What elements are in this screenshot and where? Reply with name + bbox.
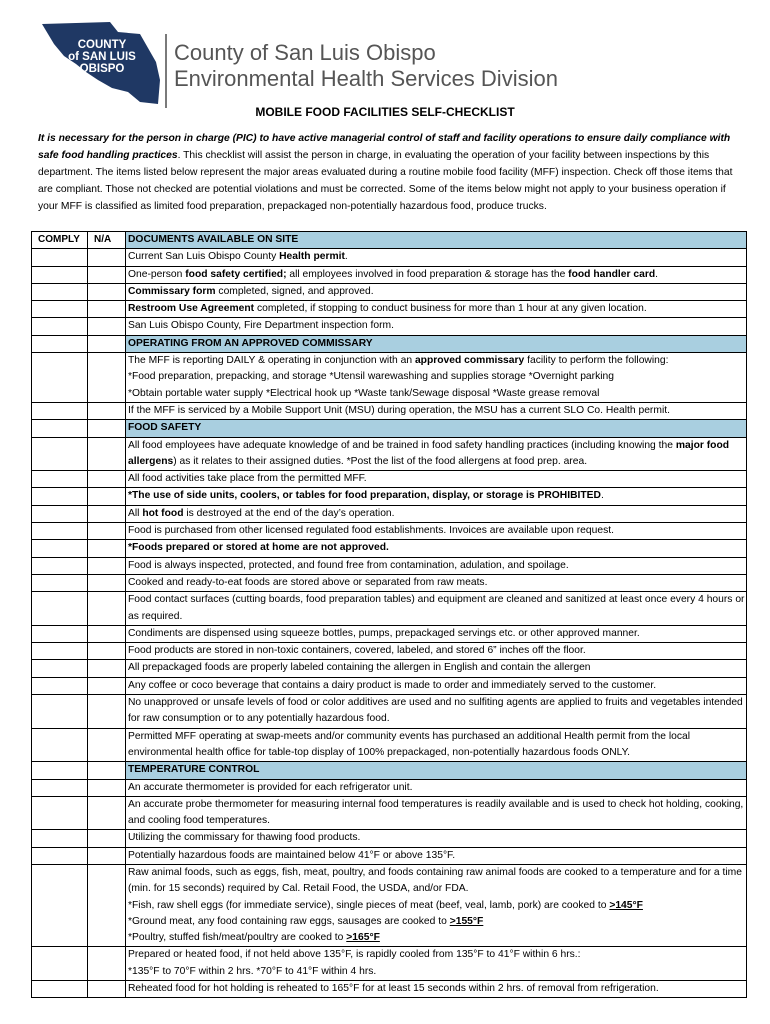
comply-checkbox-cell[interactable] bbox=[32, 625, 88, 642]
checklist-row bbox=[32, 695, 747, 729]
checklist-item-text bbox=[126, 677, 747, 694]
item-text-run: Health permit bbox=[279, 251, 345, 263]
checklist-row bbox=[32, 402, 747, 419]
na-checkbox-cell[interactable] bbox=[88, 437, 126, 471]
na-checkbox-cell[interactable] bbox=[88, 402, 126, 419]
comply-checkbox-cell[interactable] bbox=[32, 488, 88, 505]
comply-checkbox-cell[interactable] bbox=[32, 266, 88, 283]
checklist-item-text bbox=[126, 557, 747, 574]
checklist-item-text bbox=[126, 353, 747, 403]
item-text-run: One-person bbox=[128, 268, 186, 280]
comply-checkbox-cell[interactable] bbox=[32, 318, 88, 335]
checklist-row bbox=[32, 249, 747, 266]
checklist-item-text bbox=[126, 947, 747, 981]
checklist-item-text bbox=[126, 249, 747, 266]
comply-column-header: COMPLY bbox=[32, 232, 88, 249]
item-text-run: All prepackaged foods are properly labeled containing the allergen in English and contain the allergen bbox=[128, 662, 591, 674]
checklist-row bbox=[32, 540, 747, 557]
checklist-row bbox=[32, 301, 747, 318]
checklist-row bbox=[32, 523, 747, 540]
na-column-header: N/A bbox=[88, 232, 126, 249]
intro-body: . This checklist will assist the person in charge, in evaluating the operation of your facility between inspections by this department. The items listed below represent the major areas evaluated during a routine mobile food facility (MFF) inspection. Check off those items that are compliant. Those not checked are potential violations and must be corrected. Some of the items below might not apply to your business operation if your MFF is classified as limited food preparation, prepackaged non-potentially hazardous food, produce trucks. bbox=[38, 150, 733, 212]
item-text-run: OPERATING FROM AN APPROVED COMMISSARY bbox=[128, 337, 373, 349]
logo-line: COUNTY bbox=[77, 39, 127, 51]
section-row bbox=[32, 232, 747, 249]
na-checkbox-cell[interactable] bbox=[88, 335, 126, 352]
item-text-run: hot food bbox=[142, 507, 184, 519]
checklist-item-text bbox=[126, 301, 747, 318]
comply-checkbox-cell[interactable] bbox=[32, 335, 88, 352]
document-title: MOBILE FOOD FACILITIES SELF-CHECKLIST bbox=[255, 105, 515, 119]
item-text-run: food handler card bbox=[568, 268, 656, 280]
section-heading bbox=[126, 420, 747, 437]
checklist-item-text bbox=[126, 471, 747, 488]
checklist-row bbox=[32, 830, 747, 847]
checklist-row bbox=[32, 864, 747, 946]
item-text-run: . bbox=[344, 251, 348, 263]
checklist-row bbox=[32, 283, 747, 300]
item-text-run: Condiments are dispensed using squeeze bottles, pumps, prepackaged servings etc. or other approved manner. bbox=[128, 627, 640, 639]
item-text-run: Restroom Use Agreement bbox=[128, 303, 255, 315]
item-text-run: TEMPERATURE CONTROL bbox=[128, 764, 260, 776]
checklist-row bbox=[32, 318, 747, 335]
section-row bbox=[32, 335, 747, 352]
item-text-run: *Foods prepared or stored at home are not approved. bbox=[128, 542, 389, 554]
checklist-row bbox=[32, 660, 747, 677]
comply-checkbox-cell[interactable] bbox=[32, 762, 88, 779]
item-text-run: All food activities take place from the permitted MFF. bbox=[128, 473, 367, 485]
item-text-run: Permitted MFF operating at swap-meets and/or community events has purchased an additional Health permit from the local environmental health office for table-top display of 100% prepackaged, non-potentially hazardous foods ONLY. bbox=[128, 730, 691, 758]
header-divider bbox=[165, 34, 167, 108]
checklist-row bbox=[32, 677, 747, 694]
item-text-run: all employees involved in food preparation & storage has the bbox=[286, 268, 569, 280]
page-header bbox=[40, 18, 740, 113]
item-text-run: ) as it relates to their assigned duties. *Post the list of the food allergens at food prep. area. bbox=[173, 455, 588, 467]
item-text-run: Food products are stored in non-toxic containers, covered, labeled, and stored 6” inches off the floor. bbox=[128, 645, 586, 657]
na-checkbox-cell[interactable] bbox=[88, 947, 126, 981]
checklist-item-text bbox=[126, 540, 747, 557]
checklist-item-text bbox=[126, 283, 747, 300]
item-text-run: *Food preparation, prepacking, and storage *Utensil warewashing and supplies storage *Overnight parking bbox=[128, 371, 614, 383]
na-checkbox-cell[interactable] bbox=[88, 471, 126, 488]
checklist-row bbox=[32, 437, 747, 471]
intro-paragraph bbox=[38, 130, 742, 215]
checklist-row bbox=[32, 266, 747, 283]
na-checkbox-cell[interactable] bbox=[88, 353, 126, 403]
item-text-run: completed, signed, and approved. bbox=[215, 285, 374, 297]
checklist-table bbox=[31, 231, 747, 998]
comply-checkbox-cell[interactable] bbox=[32, 864, 88, 946]
comply-checkbox-cell[interactable] bbox=[32, 420, 88, 437]
comply-checkbox-cell[interactable] bbox=[32, 437, 88, 471]
checklist-row bbox=[32, 643, 747, 660]
checklist-row bbox=[32, 488, 747, 505]
item-text-run: Cooked and ready-to-eat foods are stored above or separated from raw meats. bbox=[128, 576, 488, 588]
comply-checkbox-cell[interactable] bbox=[32, 677, 88, 694]
checklist-row bbox=[32, 471, 747, 488]
item-text-run: Any coffee or coco beverage that contains a dairy product is made to order and immediately served to the customer. bbox=[128, 679, 657, 691]
comply-checkbox-cell[interactable] bbox=[32, 981, 88, 998]
checklist-item-text bbox=[126, 488, 747, 505]
comply-checkbox-cell[interactable] bbox=[32, 471, 88, 488]
checklist-item-text bbox=[126, 643, 747, 660]
comply-checkbox-cell[interactable] bbox=[32, 353, 88, 403]
na-checkbox-cell[interactable] bbox=[88, 981, 126, 998]
item-text-run: facility to perform the following: bbox=[524, 355, 669, 367]
item-text-run: Utilizing the commissary for thawing food products. bbox=[128, 832, 361, 844]
logo-line: of SAN LUIS bbox=[68, 51, 136, 63]
comply-checkbox-cell[interactable] bbox=[32, 540, 88, 557]
checklist-row bbox=[32, 796, 747, 830]
checklist-row bbox=[32, 847, 747, 864]
na-checkbox-cell[interactable] bbox=[88, 796, 126, 830]
comply-checkbox-cell[interactable] bbox=[32, 249, 88, 266]
checklist-item-text bbox=[126, 695, 747, 729]
na-checkbox-cell[interactable] bbox=[88, 864, 126, 946]
checklist-row bbox=[32, 505, 747, 522]
na-checkbox-cell[interactable] bbox=[88, 488, 126, 505]
section-heading bbox=[126, 232, 747, 249]
na-checkbox-cell[interactable] bbox=[88, 523, 126, 540]
section-heading bbox=[126, 762, 747, 779]
item-text-run: All bbox=[128, 507, 143, 519]
item-text-run: San Luis Obispo County, Fire Department inspection form. bbox=[128, 320, 394, 332]
na-checkbox-cell[interactable] bbox=[88, 557, 126, 574]
comply-checkbox-cell[interactable] bbox=[32, 574, 88, 591]
item-text-run: . bbox=[600, 490, 604, 502]
na-checkbox-cell[interactable] bbox=[88, 592, 126, 626]
na-checkbox-cell[interactable] bbox=[88, 505, 126, 522]
checklist-row bbox=[32, 947, 747, 981]
checklist-row bbox=[32, 625, 747, 642]
item-text-run: Reheated food for hot holding is reheated to 165°F for at least 15 seconds within 2 hrs. of removal from refrigeration. bbox=[128, 983, 659, 995]
na-checkbox-cell[interactable] bbox=[88, 762, 126, 779]
checklist-item-text bbox=[126, 523, 747, 540]
comply-checkbox-cell[interactable] bbox=[32, 402, 88, 419]
checklist-item-text bbox=[126, 625, 747, 642]
comply-checkbox-cell[interactable] bbox=[32, 847, 88, 864]
item-text-run: If the MFF is serviced by a Mobile Support Unit (MSU) during operation, the MSU has a current SLO Co. Health permit. bbox=[128, 404, 670, 416]
item-text-run: approved commissary bbox=[414, 355, 525, 367]
comply-checkbox-cell[interactable] bbox=[32, 779, 88, 796]
checklist-row bbox=[32, 779, 747, 796]
logo-wordmark bbox=[62, 39, 142, 75]
na-checkbox-cell[interactable] bbox=[88, 301, 126, 318]
item-text-run: FOOD SAFETY bbox=[128, 422, 202, 434]
item-text-run: *Obtain portable water supply *Electrical hook up *Waste tank/Sewage disposal *Waste grease removal bbox=[128, 387, 600, 399]
item-text-run: An accurate probe thermometer for measuring internal food temperatures is readily available and is used to check hot holding, cooking, and cooling food temperatures. bbox=[128, 798, 744, 827]
checklist-row bbox=[32, 574, 747, 591]
na-checkbox-cell[interactable] bbox=[88, 847, 126, 864]
org-line-2: Environmental Health Services Division bbox=[174, 66, 558, 91]
item-text-run: Food is always inspected, protected, and found free from contamination, adulation, and spoilage. bbox=[128, 559, 569, 571]
item-text-run: Current San Luis Obispo County bbox=[128, 251, 280, 263]
item-text-run: >165°F bbox=[346, 932, 380, 944]
item-text-run: >145°F bbox=[609, 899, 643, 911]
item-text-run: No unapproved or unsafe levels of food or color additives are used and no sulfiting agents are applied to fruits and vegetables intended for raw consumption or to any potentially hazardous food. bbox=[128, 697, 743, 725]
na-checkbox-cell[interactable] bbox=[88, 728, 126, 762]
section-row bbox=[32, 762, 747, 779]
comply-checkbox-cell[interactable] bbox=[32, 830, 88, 847]
item-text-run: *Fish, raw shell eggs (for immediate service), single pieces of meat (beef, veal, lamb, pork) are cooked to bbox=[128, 899, 610, 911]
item-text-run: All food employees have adequate knowledge of and be trained in food safety handling practices (including knowing the bbox=[128, 439, 676, 451]
na-checkbox-cell[interactable] bbox=[88, 625, 126, 642]
checklist-item-text bbox=[126, 592, 747, 626]
na-checkbox-cell[interactable] bbox=[88, 695, 126, 729]
item-text-run: . bbox=[655, 268, 658, 280]
org-line-1: County of San Luis Obispo bbox=[174, 40, 436, 65]
checklist-item-text bbox=[126, 574, 747, 591]
checklist-row bbox=[32, 353, 747, 403]
item-text-run: *Poultry, stuffed fish/meat/poultry are cooked to bbox=[128, 932, 347, 944]
checklist-row bbox=[32, 728, 747, 762]
na-checkbox-cell[interactable] bbox=[88, 318, 126, 335]
item-text-run: The MFF is reporting DAILY & operating in conjunction with an bbox=[128, 355, 415, 367]
comply-checkbox-cell[interactable] bbox=[32, 557, 88, 574]
checklist-item-text bbox=[126, 505, 747, 522]
na-checkbox-cell[interactable] bbox=[88, 779, 126, 796]
item-text-run: completed, if stopping to conduct business for more than 1 hour at any given location. bbox=[254, 303, 647, 315]
item-text-run: >155°F bbox=[449, 915, 484, 927]
checklist-item-text bbox=[126, 847, 747, 864]
na-checkbox-cell[interactable] bbox=[88, 660, 126, 677]
checklist-item-text bbox=[126, 796, 747, 830]
comply-checkbox-cell[interactable] bbox=[32, 523, 88, 540]
section-heading bbox=[126, 335, 747, 352]
logo-line: OBISPO bbox=[79, 63, 125, 75]
item-text-run: Food is purchased from other licensed regulated food establishments. Invoices are available upon request. bbox=[128, 525, 614, 537]
checklist-row bbox=[32, 557, 747, 574]
na-checkbox-cell[interactable] bbox=[88, 266, 126, 283]
comply-checkbox-cell[interactable] bbox=[32, 643, 88, 660]
comply-checkbox-cell[interactable] bbox=[32, 695, 88, 729]
comply-checkbox-cell[interactable] bbox=[32, 660, 88, 677]
comply-checkbox-cell[interactable] bbox=[32, 947, 88, 981]
checklist-item-text bbox=[126, 981, 747, 998]
checklist-item-text bbox=[126, 318, 747, 335]
item-text-run: Prepared or heated food, if not held above 135°F, is rapidly cooled from 135°F to 41°F within 6 hrs.: bbox=[128, 949, 581, 961]
checklist-item-text bbox=[126, 779, 747, 796]
item-text-run: Raw animal foods, such as eggs, fish, meat, poultry, and foods containing raw animal foods are cooked to a temperature and for a time (min. for 15 seconds) required by Cal. Retail Food, the USDA, and/or FDA. bbox=[128, 866, 742, 895]
section-row bbox=[32, 420, 747, 437]
comply-checkbox-cell[interactable] bbox=[32, 301, 88, 318]
item-text-run: An accurate thermometer is provided for each refrigerator unit. bbox=[128, 781, 413, 793]
item-text-run: major food allergens bbox=[128, 439, 730, 467]
item-text-run: food safety certified; bbox=[185, 268, 287, 280]
checklist-item-text bbox=[126, 830, 747, 847]
comply-checkbox-cell[interactable] bbox=[32, 505, 88, 522]
comply-checkbox-cell[interactable] bbox=[32, 728, 88, 762]
checklist-item-text bbox=[126, 728, 747, 762]
checklist-row bbox=[32, 981, 747, 998]
item-text-run: Potentially hazardous foods are maintained below 41°F or above 135°F. bbox=[128, 849, 456, 861]
item-text-run: DOCUMENTS AVAILABLE ON SITE bbox=[128, 234, 299, 245]
org-name bbox=[174, 40, 558, 92]
item-text-run: Food contact surfaces (cutting boards, food preparation tables) and equipment are cleaned and sanitized at least once every 4 hours or as required. bbox=[128, 594, 745, 622]
item-text-run: *Ground meat, any food containing raw eggs, sausages are cooked to bbox=[128, 915, 450, 927]
na-checkbox-cell[interactable] bbox=[88, 677, 126, 694]
checklist-row bbox=[32, 592, 747, 626]
na-checkbox-cell[interactable] bbox=[88, 249, 126, 266]
checklist-item-text bbox=[126, 864, 747, 946]
na-checkbox-cell[interactable] bbox=[88, 830, 126, 847]
na-checkbox-cell[interactable] bbox=[88, 420, 126, 437]
comply-checkbox-cell[interactable] bbox=[32, 796, 88, 830]
item-text-run: is destroyed at the end of the day’s operation. bbox=[183, 507, 395, 519]
intro-lead: It is necessary for the person in charge (PIC) to have active managerial control of staff and facility operations to ensure daily compliance with safe food handling practices bbox=[38, 133, 731, 161]
item-text-run: *135°F to 70°F within 2 hrs. *70°F to 41°F within 4 hrs. bbox=[128, 965, 377, 977]
na-checkbox-cell[interactable] bbox=[88, 643, 126, 660]
na-checkbox-cell[interactable] bbox=[88, 574, 126, 591]
checklist-item-text bbox=[126, 266, 747, 283]
item-text-run: *The use of side units, coolers, or tables for food preparation, display, or storage is PROHIBITED bbox=[128, 490, 601, 502]
checklist-item-text bbox=[126, 402, 747, 419]
comply-checkbox-cell[interactable] bbox=[32, 592, 88, 626]
comply-checkbox-cell[interactable] bbox=[32, 283, 88, 300]
na-checkbox-cell[interactable] bbox=[88, 283, 126, 300]
checklist-item-text bbox=[126, 660, 747, 677]
item-text-run: Commissary form bbox=[128, 285, 216, 297]
checklist-item-text bbox=[126, 437, 747, 471]
na-checkbox-cell[interactable] bbox=[88, 540, 126, 557]
